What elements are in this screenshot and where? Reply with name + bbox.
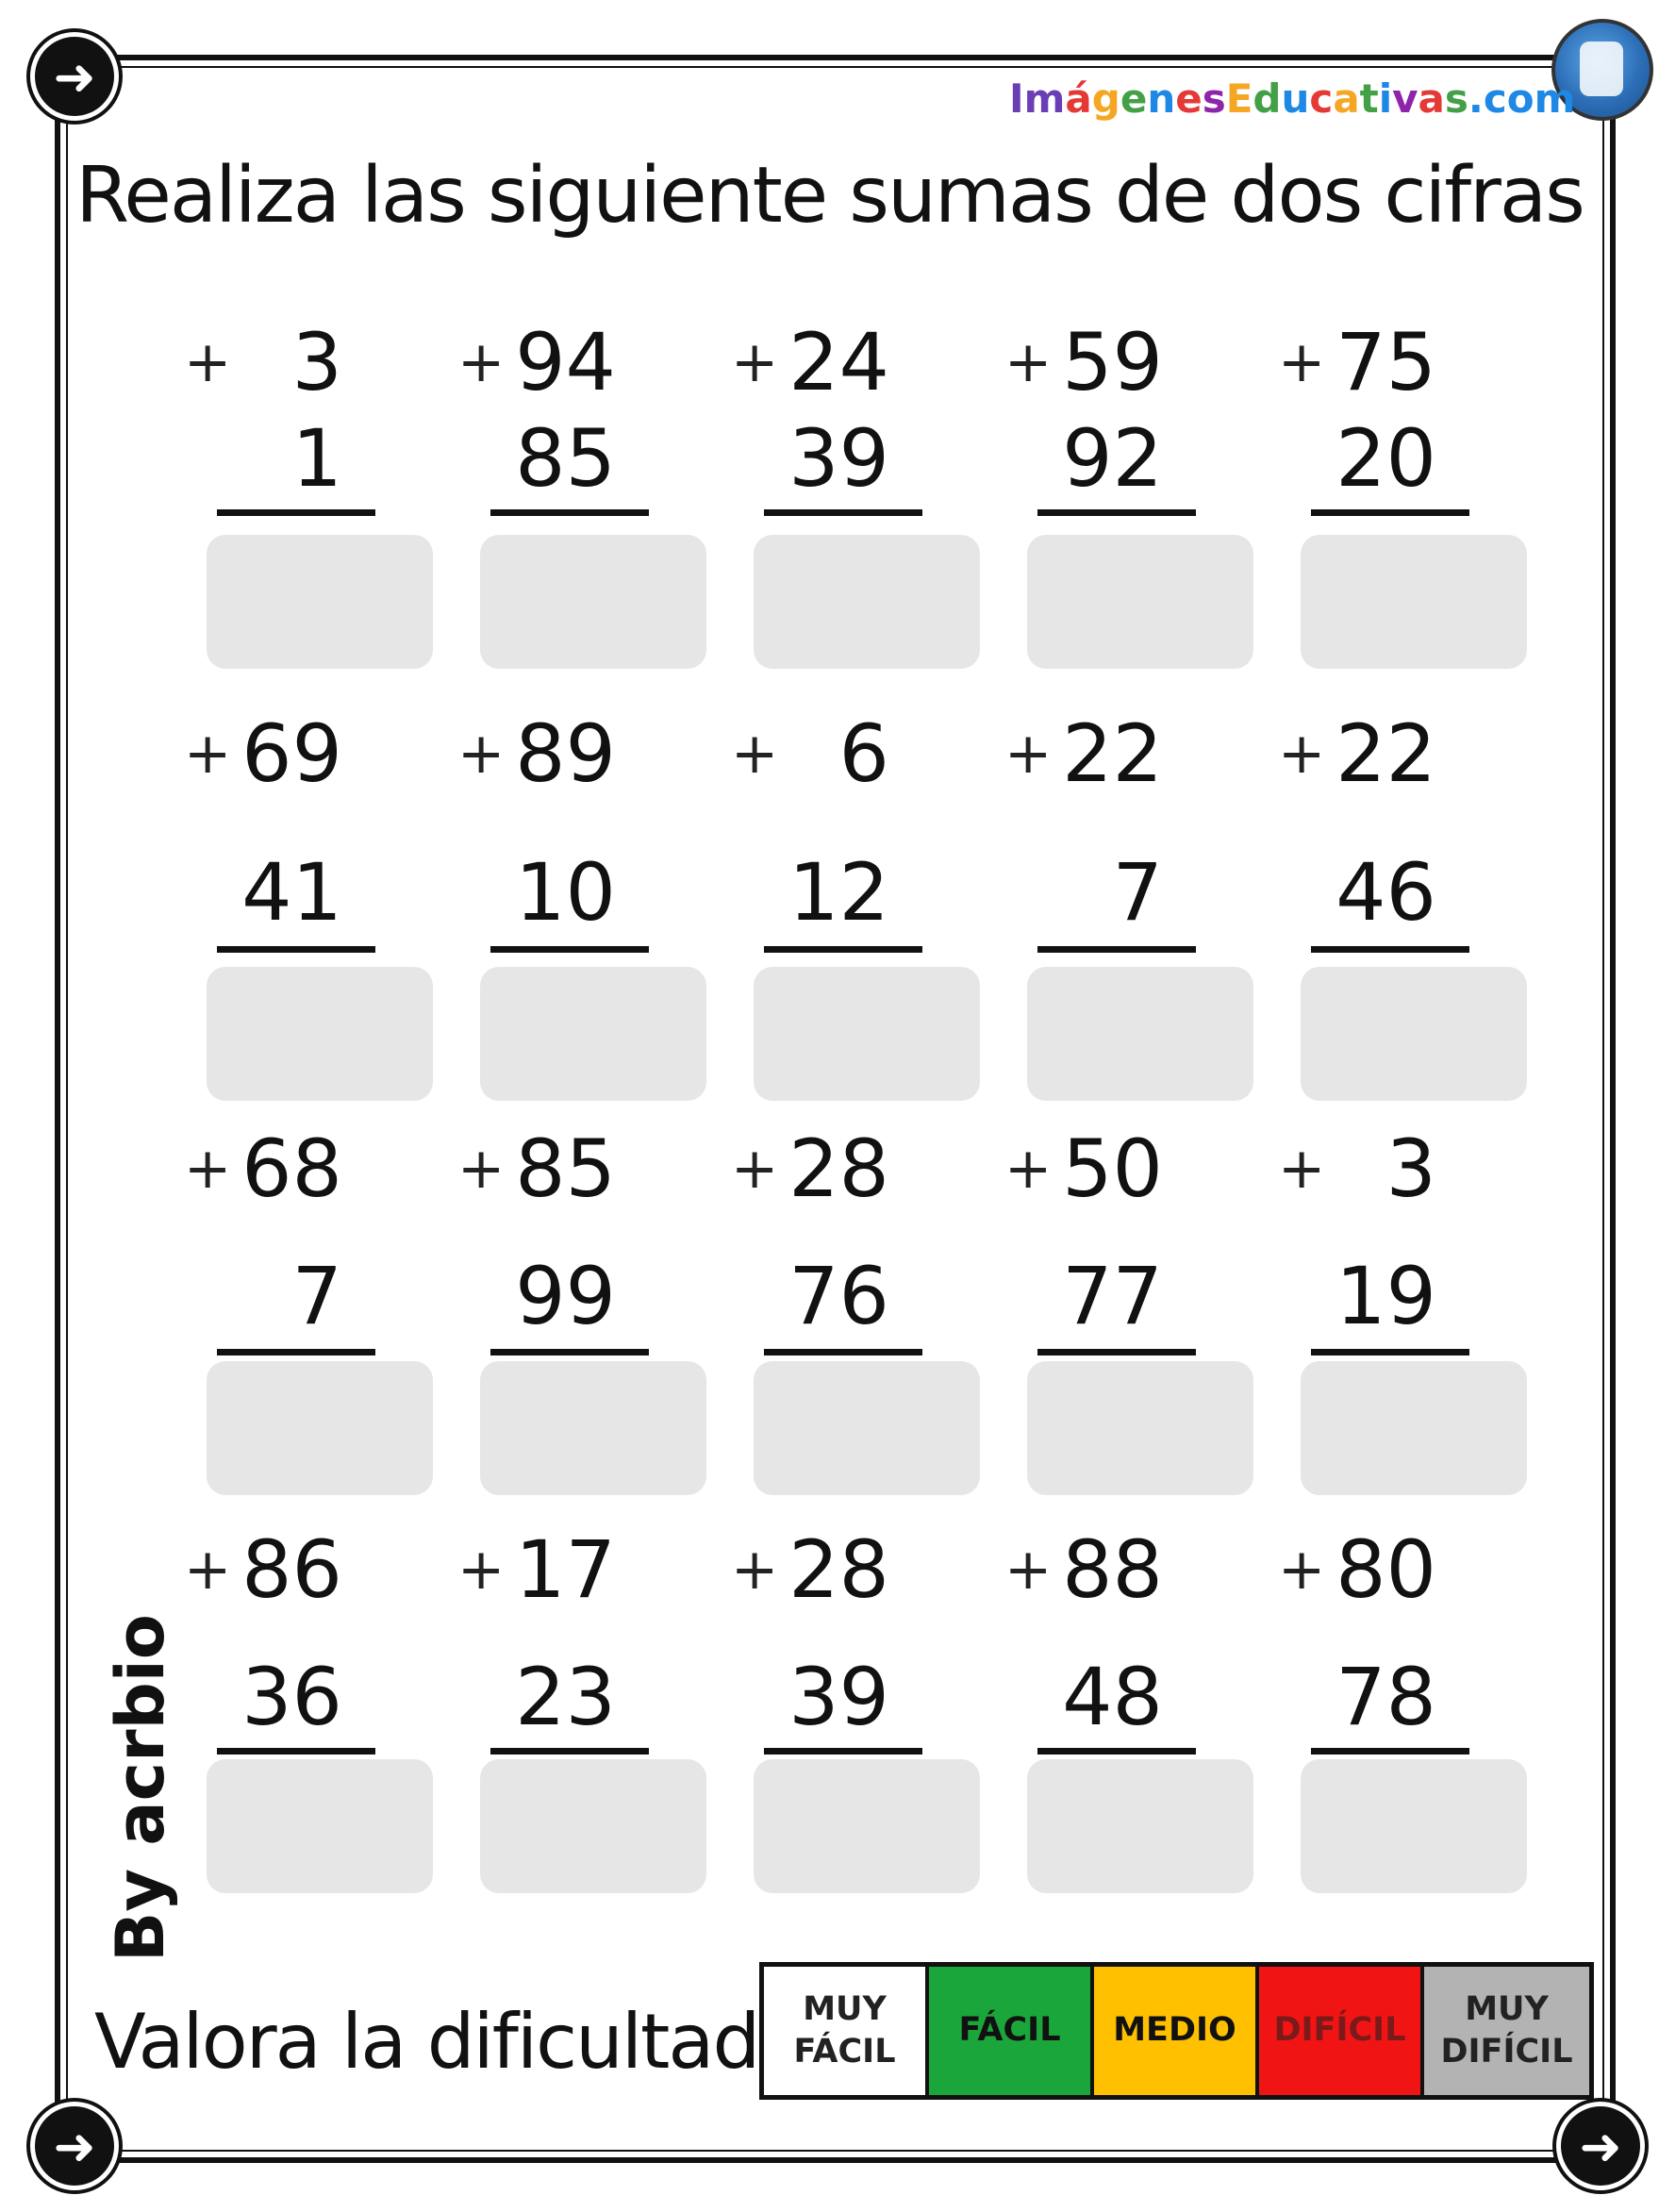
addend-bottom: 48 (1062, 1651, 1163, 1743)
answer-box[interactable] (207, 1759, 433, 1893)
brand-letter: s (1202, 75, 1226, 122)
sum-line (764, 1748, 922, 1755)
plus-sign: + (184, 721, 232, 787)
plus-sign: + (731, 1537, 779, 1603)
brand-letter: v (1392, 75, 1418, 122)
difficulty-option-label (959, 2009, 1061, 2053)
brand-letter: d (1253, 75, 1282, 122)
addend-bottom: 92 (1062, 412, 1163, 505)
plus-sign: + (731, 329, 779, 395)
brand-letter: s (1444, 75, 1468, 122)
brand-letter: E (1225, 75, 1253, 122)
difficulty-label-line: DIFÍCIL (1273, 2011, 1406, 2050)
addend-top: 69 (241, 707, 342, 800)
addend-top: 28 (788, 1523, 889, 1616)
brand-letter: g (1091, 75, 1120, 122)
answer-box[interactable] (1301, 1759, 1527, 1893)
brand-letter: e (1120, 75, 1148, 122)
plus-sign: + (457, 721, 506, 787)
addend-bottom: 39 (788, 1651, 889, 1743)
plus-sign: + (457, 329, 506, 395)
plus-sign: + (1004, 1537, 1053, 1603)
addend-top: 22 (1335, 707, 1436, 800)
addend-top: 75 (1335, 316, 1436, 408)
difficulty-label-line: FÁCIL (793, 2033, 896, 2071)
addend-bottom: 19 (1335, 1250, 1436, 1342)
plus-sign: + (1004, 721, 1053, 787)
addend-bottom: 7 (291, 1250, 342, 1342)
corner-arrow-icon: ➜ (30, 2102, 119, 2190)
addition-problem (457, 0, 703, 2212)
addition-problem (1004, 0, 1250, 2212)
plus-sign: + (731, 1136, 779, 1202)
addend-bottom: 7 (1112, 846, 1163, 939)
addend-bottom: 41 (241, 846, 342, 939)
rate-difficulty-label: Valora la dificultad (94, 1998, 759, 2086)
brand-letter: i (1378, 75, 1393, 122)
addend-bottom: 20 (1335, 412, 1436, 505)
addend-top: 24 (788, 316, 889, 408)
plus-sign: + (184, 1537, 232, 1603)
addition-problem (731, 0, 976, 2212)
corner-arrow-icon: ➜ (30, 32, 119, 121)
plus-sign: + (1004, 1136, 1053, 1202)
addend-bottom: 1 (291, 412, 342, 505)
addend-top: 89 (515, 707, 616, 800)
addend-top: 6 (838, 707, 889, 800)
addend-top: 17 (515, 1523, 616, 1616)
addend-bottom: 39 (788, 412, 889, 505)
addend-bottom: 10 (515, 846, 616, 939)
difficulty-option[interactable] (929, 1967, 1094, 2095)
addend-bottom: 23 (515, 1651, 616, 1743)
addend-bottom: 76 (788, 1250, 889, 1342)
sum-line (1311, 1748, 1469, 1755)
addend-bottom: 36 (241, 1651, 342, 1743)
answer-box[interactable] (480, 1759, 706, 1893)
brand-letter: a (1418, 75, 1445, 122)
addend-bottom: 78 (1335, 1651, 1436, 1743)
difficulty-label-line: FÁCIL (958, 2011, 1061, 2050)
addend-bottom: 46 (1335, 846, 1436, 939)
brand-letter: t (1359, 75, 1379, 122)
plus-sign: + (1278, 1537, 1326, 1603)
addend-top: 68 (241, 1123, 342, 1215)
addend-top: 28 (788, 1123, 889, 1215)
addend-top: 94 (515, 316, 616, 408)
plus-sign: + (1278, 329, 1326, 395)
addend-top: 3 (291, 316, 342, 408)
addend-top: 3 (1385, 1123, 1436, 1215)
addition-problem (1278, 0, 1523, 2212)
addend-top: 86 (241, 1523, 342, 1616)
addition-problem (184, 0, 429, 2212)
difficulty-label-line: DIFÍCIL (1440, 2033, 1573, 2071)
answer-box[interactable] (754, 1759, 980, 1893)
brand-letter: Im (1009, 75, 1066, 122)
addend-top: 88 (1062, 1523, 1163, 1616)
brand-letter: u (1281, 75, 1310, 122)
difficulty-label-line: MUY (1465, 1989, 1549, 2028)
brand-letter: c (1309, 75, 1334, 122)
difficulty-option-label (1113, 2009, 1236, 2053)
addend-top: 85 (515, 1123, 616, 1215)
difficulty-option[interactable] (1094, 1967, 1259, 2095)
plus-sign: + (1004, 329, 1053, 395)
plus-sign: + (457, 1136, 506, 1202)
addend-top: 59 (1062, 316, 1163, 408)
difficulty-option-label (1440, 1988, 1572, 2074)
addend-top: 22 (1062, 707, 1163, 800)
difficulty-option-label (1273, 2009, 1405, 2053)
plus-sign: + (1278, 721, 1326, 787)
author-byline: By acrbio (102, 1614, 179, 1962)
plus-sign: + (1278, 1136, 1326, 1202)
corner-arrow-icon: ➜ (1556, 2102, 1645, 2190)
difficulty-label-line: MEDIO (1113, 2011, 1236, 2050)
sum-line (1037, 1748, 1196, 1755)
difficulty-option[interactable] (764, 1967, 929, 2095)
answer-box[interactable] (1027, 1759, 1253, 1893)
worksheet-title: Realiza las siguiente sumas de dos cifras (75, 151, 1584, 241)
sum-line (217, 1748, 375, 1755)
difficulty-option-label (794, 1988, 896, 2074)
addend-top: 80 (1335, 1523, 1436, 1616)
difficulty-option[interactable] (1259, 1967, 1424, 2095)
difficulty-option[interactable] (1424, 1967, 1589, 2095)
sum-line (490, 1748, 649, 1755)
brand-letter: n (1147, 75, 1176, 122)
difficulty-rating-scale (759, 1962, 1594, 2100)
plus-sign: + (184, 329, 232, 395)
brand-letter: e (1175, 75, 1203, 122)
brand-letter: á (1065, 75, 1092, 122)
addend-bottom: 85 (515, 412, 616, 505)
addend-bottom: 77 (1062, 1250, 1163, 1342)
difficulty-label-line: MUY (803, 1989, 887, 2028)
plus-sign: + (184, 1136, 232, 1202)
addend-bottom: 99 (515, 1250, 616, 1342)
plus-sign: + (457, 1537, 506, 1603)
brand-letter: .com (1468, 75, 1576, 122)
addend-bottom: 12 (788, 846, 889, 939)
addend-top: 50 (1062, 1123, 1163, 1215)
brand-letter: a (1333, 75, 1360, 122)
plus-sign: + (731, 721, 779, 787)
